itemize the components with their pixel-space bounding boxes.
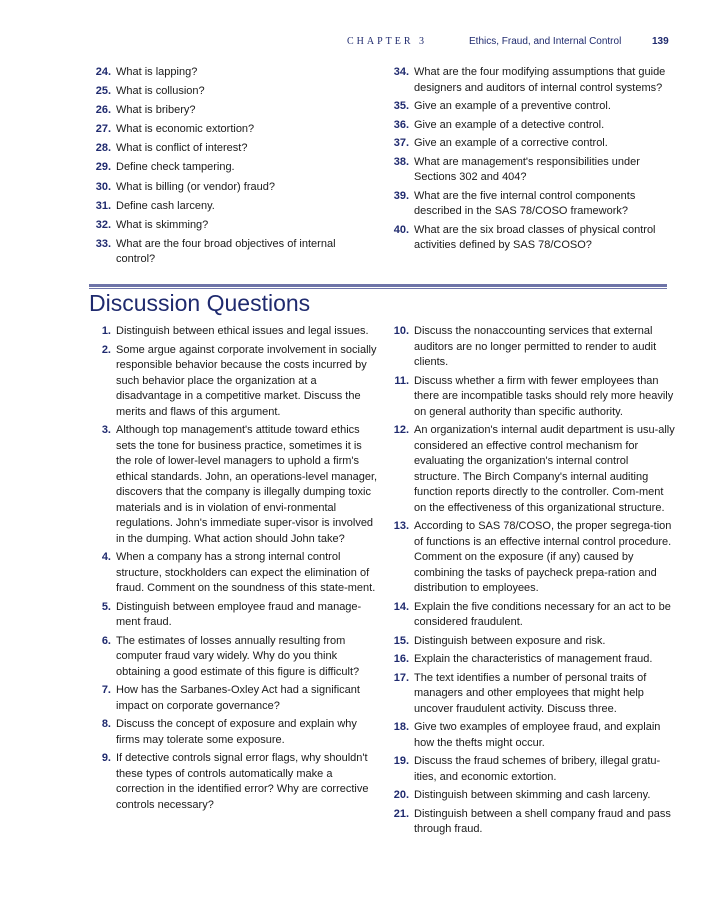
question-item [89, 160, 359, 176]
question-item [387, 324, 677, 371]
question-item [387, 65, 677, 96]
question-item [89, 423, 379, 547]
question-text: What is conflict of interest? [116, 142, 248, 155]
question-number: 32. [95, 218, 111, 231]
question-number: 17. [393, 671, 409, 684]
question-text: What are the four broad objectives of internal control? [116, 237, 336, 266]
question-item [387, 671, 677, 718]
question-item [89, 65, 359, 81]
question-text: The estimates of losses annually resulting from computer fraud vary widely. Why do you think obtaining a good estimate of this figure is difficult? [116, 634, 360, 678]
discussion-questions-right-column [387, 324, 677, 841]
question-text: Although top management's attitude toward ethics sets the tone for business practice, sometimes it is the role of lower-level managers to uphold a firm's ethical standards. John, an operations-level manager, discovers that the company is illegally dumping toxic materials and is in violation of envi-ronmental regulations. John's immediate super-visor is involved in the dumping. What action should John take? [116, 424, 378, 545]
question-text: The text identifies a number of personal traits of managers and other employees that might help uncover fraudulent activity. Discuss three. [414, 671, 647, 715]
chapter-label: CHAPTER 3 [347, 36, 428, 47]
question-text: Define cash larceny. [116, 199, 215, 212]
section-title: Discussion Questions [89, 290, 311, 316]
question-number: 5. [101, 600, 111, 613]
question-item [387, 374, 677, 421]
question-number: 35. [393, 100, 409, 112]
question-item [387, 754, 677, 785]
section-divider [89, 284, 667, 289]
question-text: Give two examples of employee fraud, and explain how the thefts might occur. [414, 721, 661, 749]
question-text: An organization's internal audit department is usu-ally considered an effective control mechanism for evaluating the organization's internal control structure. The Birch Company's internal auditing function reports directly to the controller. Com-ment on the effectiveness of this organizational structure. [414, 424, 675, 514]
question-item [89, 550, 379, 597]
question-item [89, 122, 359, 138]
question-number: 13. [393, 520, 409, 532]
question-item [387, 223, 677, 254]
question-number: 19. [393, 755, 409, 767]
question-item [387, 788, 677, 804]
question-item [387, 155, 677, 186]
question-text: What are the six broad classes of physical control activities defined by SAS 78/COSO? [414, 223, 656, 251]
question-number: 16. [393, 653, 409, 665]
question-text: Discuss whether a firm with fewer employees than there are incompatible tasks should rely more heavily on general authority than specific authority. [414, 374, 674, 418]
question-number: 24. [95, 66, 111, 78]
question-text: What is lapping? [116, 66, 198, 78]
question-item [89, 218, 359, 234]
question-text: What is skimming? [116, 218, 209, 231]
question-number: 10. [393, 325, 409, 337]
question-text: Some argue against corporate involvement in socially responsible behavior because the costs incurred by such behavior place the organization at a disadvantage in a competitive market. Discuss the merits and flaws of this argument. [116, 343, 377, 418]
question-number: 27. [95, 123, 111, 136]
question-item [89, 717, 379, 748]
question-text: How has the Sarbanes-Oxley Act had a significant impact on corporate governance? [116, 684, 360, 712]
question-item [89, 324, 379, 340]
question-item [89, 103, 359, 119]
question-number: 18. [393, 721, 409, 733]
question-number: 36. [393, 118, 409, 131]
question-item [387, 600, 677, 631]
question-item [387, 99, 677, 115]
question-text: What is collusion? [116, 85, 205, 98]
question-text: What is economic extortion? [116, 123, 255, 136]
question-number: 7. [101, 684, 111, 696]
question-text: When a company has a strong internal control structure, stockholders can expect the elimination of fraud. Comment on the soundness of this state-ment. [116, 551, 376, 594]
question-text: Discuss the fraud schemes of bribery, illegal gratu-ities, and economic extortion. [414, 755, 661, 783]
question-item [89, 141, 359, 157]
question-number: 12. [393, 424, 409, 436]
question-number: 9. [101, 752, 111, 764]
question-text: Distinguish between a shell company fraud and pass through fraud. [414, 807, 671, 835]
question-text: What are management's responsibilities under Sections 302 and 404? [414, 155, 640, 183]
question-text: Define check tampering. [116, 161, 235, 174]
page-number: 139 [652, 36, 669, 47]
question-number: 11. [394, 374, 409, 387]
question-item [89, 199, 359, 215]
question-item [89, 751, 379, 813]
question-item [89, 237, 359, 268]
question-text: Distinguish between skimming and cash larceny. [414, 789, 651, 801]
question-text: Distinguish between ethical issues and legal issues. [116, 325, 369, 337]
question-item [387, 634, 677, 650]
question-number: 33. [95, 237, 111, 250]
question-text: Give an example of a corrective control. [414, 137, 608, 149]
question-text: What is billing (or vendor) fraud? [116, 180, 275, 193]
question-text: What are the four modifying assumptions that guide designers and auditors of internal control systems? [414, 66, 666, 94]
question-number: 38. [393, 155, 409, 168]
review-questions-right-column [387, 65, 677, 257]
question-item [387, 423, 677, 516]
question-number: 37. [393, 137, 409, 149]
question-item [89, 634, 379, 681]
question-item [387, 189, 677, 220]
question-number: 21. [393, 807, 409, 820]
running-header [0, 36, 719, 50]
question-text: If detective controls signal error flags, why shouldn't these types of controls automatically make a correction in the identified error? Why are corrective controls necessary? [116, 752, 369, 811]
question-item [89, 683, 379, 714]
question-number: 6. [101, 634, 111, 647]
question-number: 20. [393, 789, 409, 801]
question-text: Explain the characteristics of management fraud. [414, 653, 653, 665]
question-number: 8. [101, 718, 111, 730]
question-number: 29. [95, 161, 111, 174]
question-item [387, 136, 677, 152]
question-number: 4. [101, 551, 111, 563]
question-text: According to SAS 78/COSO, the proper segrega-tion of functions is an effective internal control procedure. Comment on the exposure (if any) caused by combining the tasks of paycheck prepa-ration and distribution to employees. [414, 520, 672, 594]
review-questions-left-column [89, 65, 359, 271]
question-number: 30. [95, 180, 111, 193]
question-number: 15. [393, 634, 409, 647]
chapter-title: Ethics, Fraud, and Internal Control [469, 36, 622, 47]
question-number: 3. [101, 424, 111, 436]
question-number: 34. [393, 66, 409, 78]
question-number: 1. [101, 325, 111, 337]
question-text: What are the five internal control components described in the SAS 78/COSO framework? [414, 189, 636, 217]
question-text: Distinguish between exposure and risk. [414, 634, 606, 647]
question-text: Give an example of a preventive control. [414, 100, 611, 112]
question-number: 25. [95, 85, 111, 98]
question-item [89, 180, 359, 196]
question-text: What is bribery? [116, 104, 196, 117]
question-text: Explain the five conditions necessary for an act to be considered fraudulent. [414, 600, 671, 628]
question-text: Give an example of a detective control. [414, 118, 605, 131]
discussion-questions-left-column [89, 324, 379, 816]
question-item [89, 600, 379, 631]
question-number: 2. [101, 343, 111, 356]
question-text: Discuss the nonaccounting services that external auditors are no longer permitted to render to audit clients. [414, 325, 657, 368]
question-item [387, 118, 677, 134]
question-item [387, 807, 677, 838]
question-number: 14. [393, 600, 409, 613]
question-item [387, 652, 677, 668]
question-number: 28. [95, 142, 111, 155]
question-item [387, 720, 677, 751]
question-item [89, 84, 359, 100]
question-number: 31. [95, 199, 111, 212]
question-text: Discuss the concept of exposure and explain why firms may tolerate some exposure. [116, 718, 357, 746]
question-item [387, 519, 677, 597]
question-item [89, 343, 379, 421]
question-text: Distinguish between employee fraud and manage-ment fraud. [116, 600, 362, 628]
question-number: 39. [393, 189, 409, 202]
question-number: 26. [95, 104, 111, 117]
question-number: 40. [393, 223, 409, 236]
